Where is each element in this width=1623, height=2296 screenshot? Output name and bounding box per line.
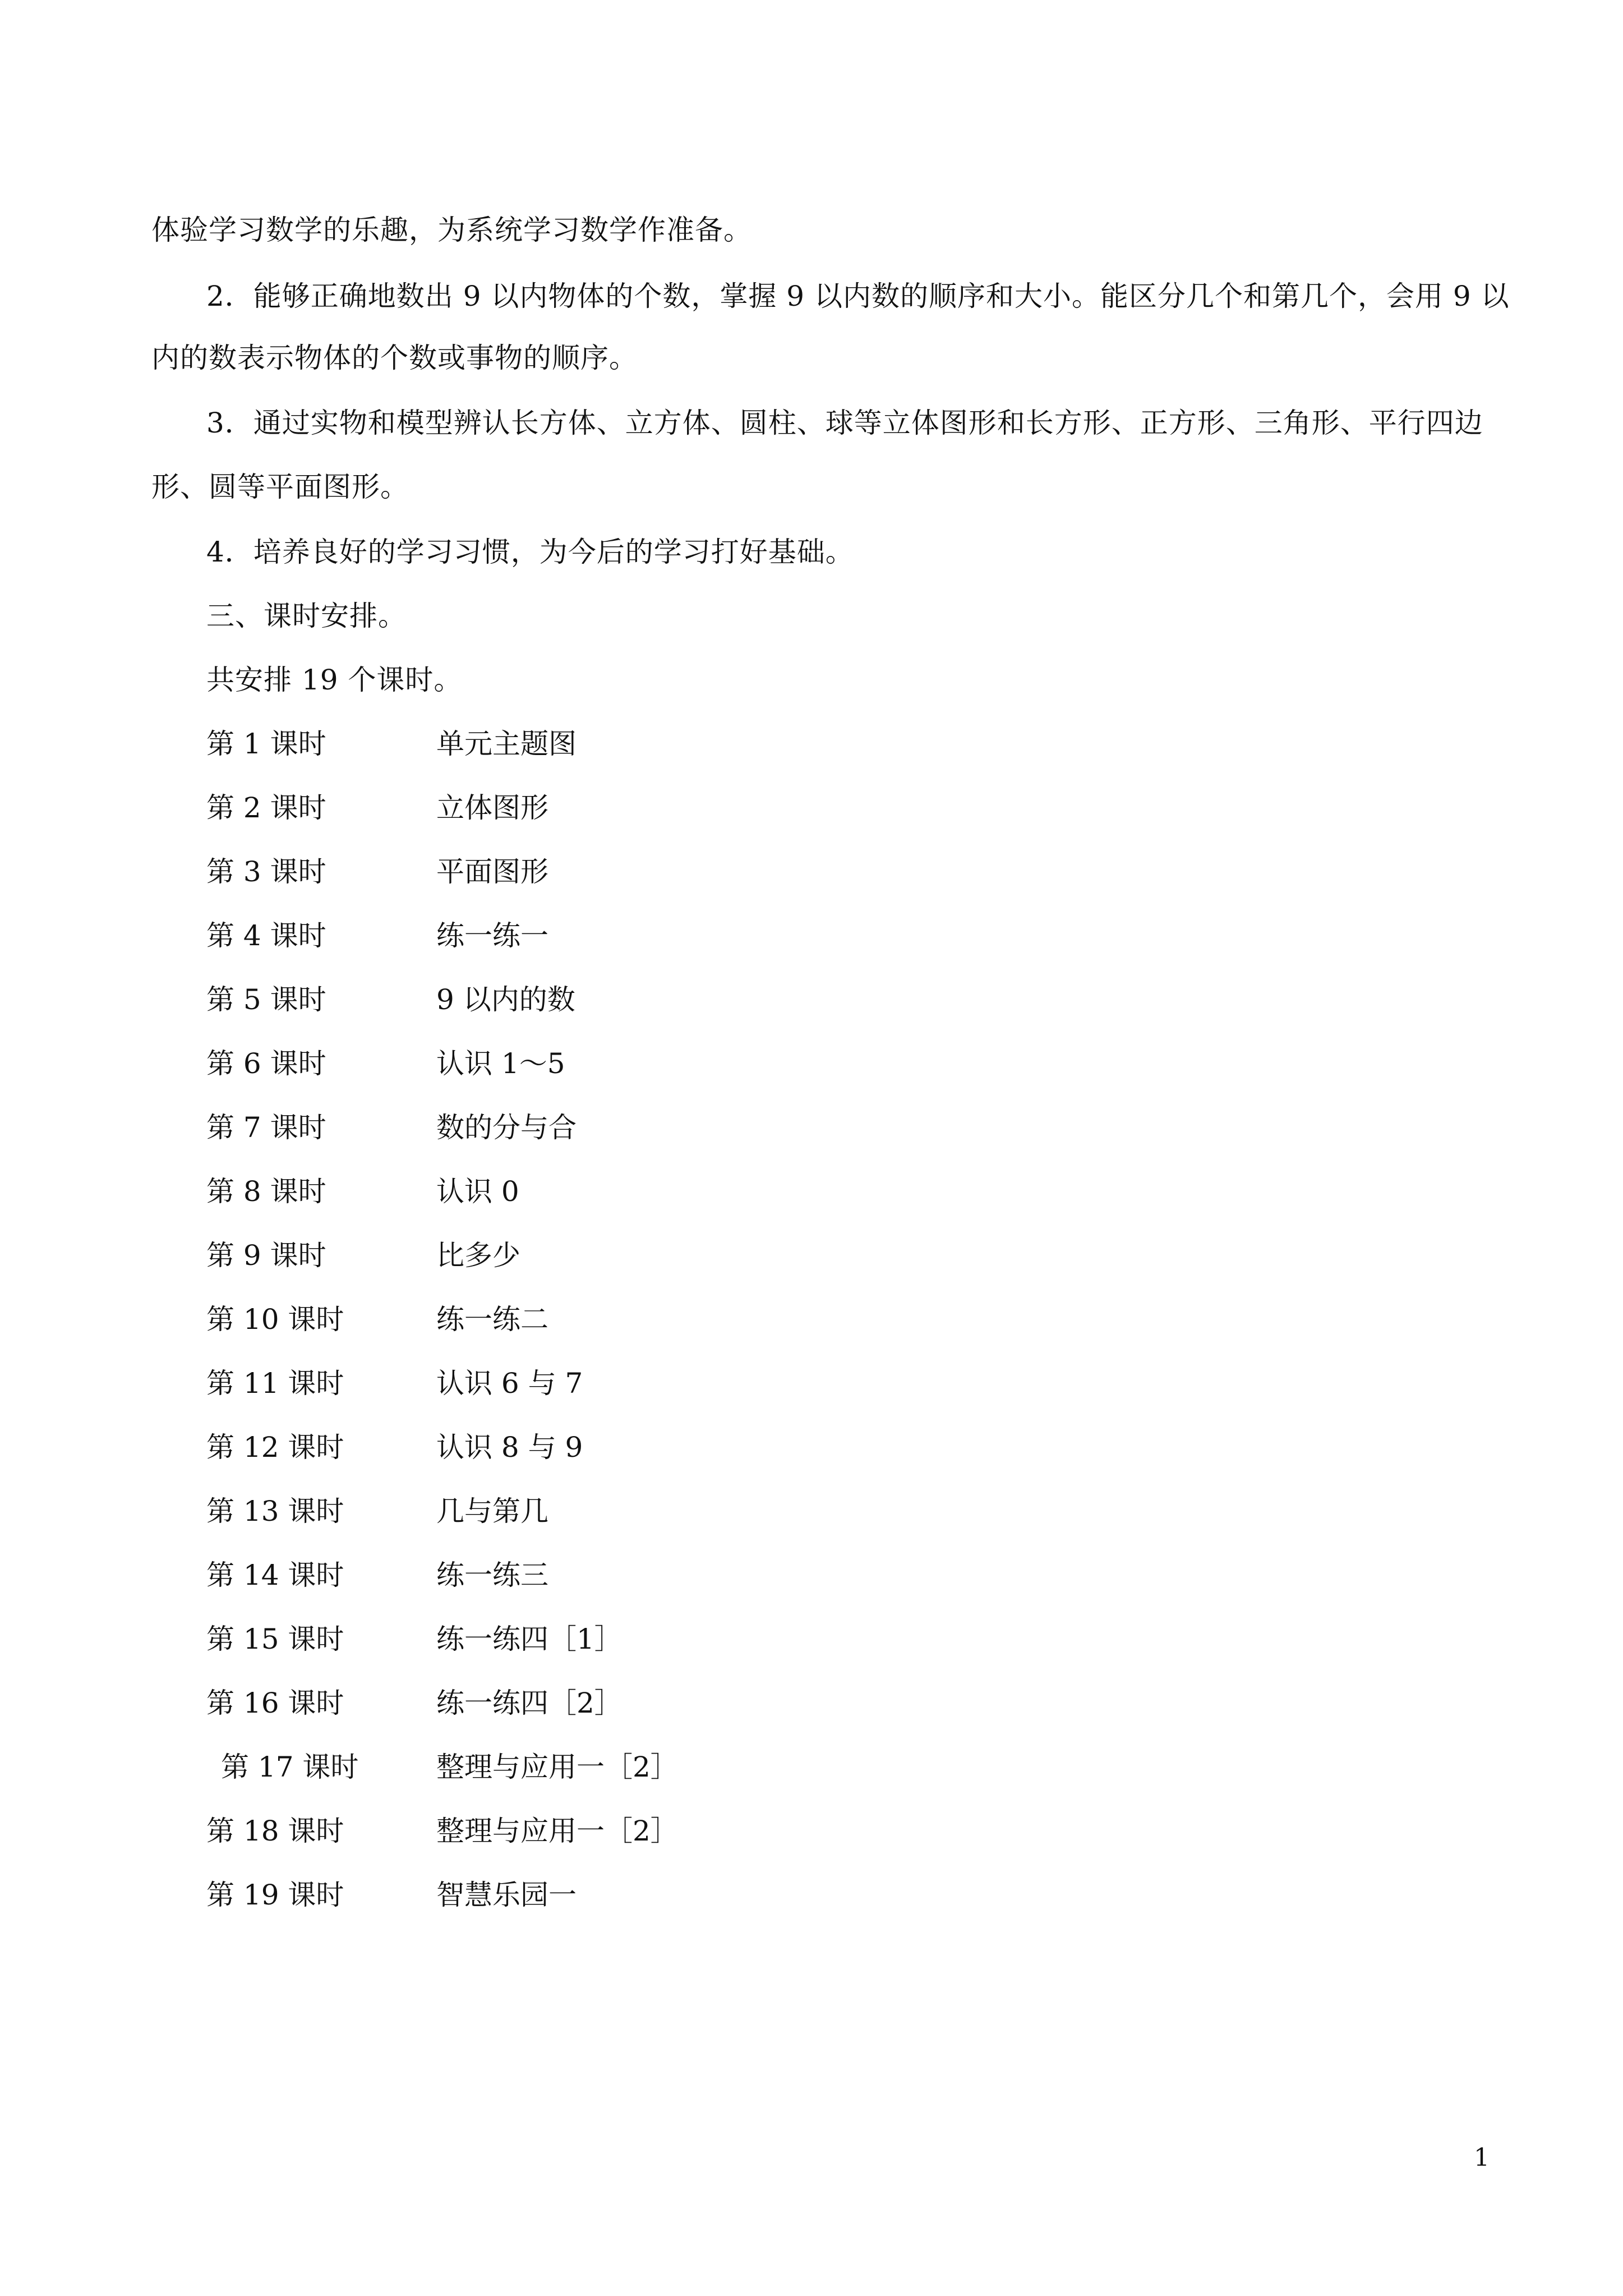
- lesson-topic: 认识 6 与 7: [436, 1367, 583, 1400]
- lesson-number: 第 12 课时: [206, 1431, 344, 1464]
- lesson-row: [206, 855, 992, 889]
- lesson-row: [206, 1111, 992, 1144]
- paragraph-goal-4: 4．培养良好的学习习惯，为今后的学习打好基础。: [206, 536, 854, 568]
- lesson-number: 第 7 课时: [206, 1111, 326, 1144]
- paragraph-goal-2-line-1: 2．能够正确地数出 9 以内物体的个数，掌握 9 以内数的顺序和大小。能区分几个和第几个，会用 9 以: [206, 280, 1510, 312]
- paragraph-goal-3-line-2: 形、圆等平面图形。: [151, 471, 409, 503]
- lesson-number: 第 17 课时: [221, 1751, 359, 1783]
- lesson-row: [206, 1047, 992, 1080]
- lesson-topic: 认识 8 与 9: [436, 1431, 583, 1464]
- lesson-topic: 智慧乐园一: [436, 1879, 577, 1911]
- lesson-row: [206, 1814, 992, 1848]
- lesson-topic: 练一练二: [436, 1303, 548, 1336]
- lesson-number: 第 15 课时: [206, 1623, 344, 1655]
- lesson-number: 第 19 课时: [206, 1879, 344, 1911]
- total-lessons: 共安排 19 个课时。: [206, 664, 463, 696]
- lesson-topic: 认识 1～5: [436, 1047, 565, 1080]
- lesson-row: [206, 1878, 992, 1912]
- lesson-topic: 9 以内的数: [436, 983, 575, 1016]
- section-heading: 三、课时安排。: [206, 600, 407, 632]
- lesson-number: 第 4 课时: [206, 919, 326, 952]
- lesson-topic: 练一练三: [436, 1559, 548, 1591]
- lesson-row: [206, 1622, 992, 1656]
- lesson-topic: 平面图形: [436, 855, 548, 888]
- lesson-row: [206, 1175, 992, 1208]
- lesson-topic: 练一练四［1］: [436, 1623, 623, 1655]
- lesson-row: [206, 1750, 992, 1784]
- lesson-topic: 认识 0: [436, 1175, 519, 1208]
- lesson-number: 第 18 课时: [206, 1815, 344, 1847]
- lesson-number: 第 3 课时: [206, 855, 326, 888]
- lesson-row: [206, 1239, 992, 1272]
- lesson-number: 第 6 课时: [206, 1047, 326, 1080]
- lesson-topic: 练一练四［2］: [436, 1687, 623, 1719]
- lesson-row: [206, 791, 992, 825]
- lesson-row: [206, 1430, 992, 1464]
- lesson-topic: 比多少: [436, 1239, 520, 1272]
- lesson-row: [206, 1686, 992, 1720]
- lesson-row: [206, 983, 992, 1016]
- lesson-number: 第 16 课时: [206, 1687, 344, 1719]
- lesson-topic: 单元主题图: [436, 728, 577, 760]
- paragraph-goal-3-line-1: 3．通过实物和模型辨认长方体、立方体、圆柱、球等立体图形和长方形、正方形、三角形、平行四边: [206, 407, 1483, 439]
- lesson-row: [206, 1303, 992, 1336]
- lesson-topic: 几与第几: [436, 1495, 548, 1527]
- lesson-row: [206, 1558, 992, 1592]
- lesson-number: 第 10 课时: [206, 1303, 344, 1336]
- lesson-topic: 立体图形: [436, 792, 548, 824]
- lesson-number: 第 1 课时: [206, 728, 326, 760]
- lesson-number: 第 14 课时: [206, 1559, 344, 1591]
- paragraph-intro-tail: 体验学习数学的乐趣，为系统学习数学作准备。: [151, 214, 752, 246]
- paragraph-goal-2-line-2: 内的数表示物体的个数或事物的顺序。: [151, 342, 638, 374]
- lesson-topic: 整理与应用一［2］: [436, 1751, 679, 1783]
- lesson-number: 第 8 课时: [206, 1175, 326, 1208]
- lesson-row: [206, 727, 992, 761]
- lesson-number: 第 5 课时: [206, 983, 326, 1016]
- lesson-row: [206, 919, 992, 953]
- lesson-row: [206, 1366, 992, 1400]
- lesson-number: 第 13 课时: [206, 1495, 344, 1527]
- lesson-topic: 整理与应用一［2］: [436, 1815, 679, 1847]
- lesson-number: 第 11 课时: [206, 1367, 344, 1400]
- lesson-topic: 数的分与合: [436, 1111, 577, 1144]
- lesson-row: [206, 1494, 992, 1528]
- page-number: 1: [1474, 2143, 1490, 2172]
- lesson-number: 第 9 课时: [206, 1239, 326, 1272]
- lesson-number: 第 2 课时: [206, 792, 326, 824]
- lesson-topic: 练一练一: [436, 919, 548, 952]
